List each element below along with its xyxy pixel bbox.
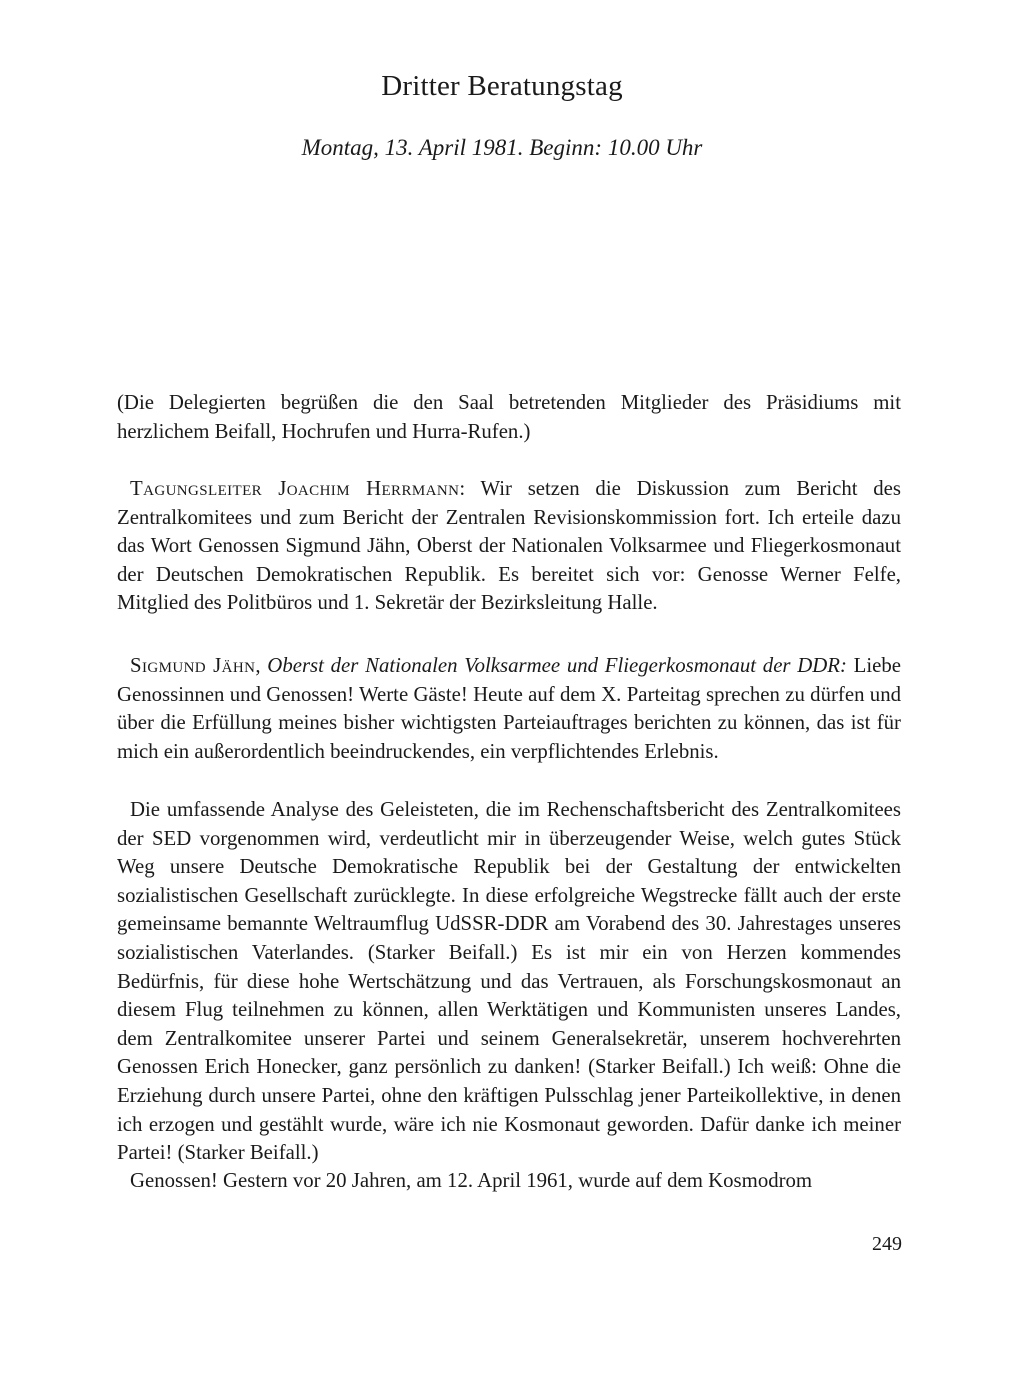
- speech-speaker-role: Oberst der Nationalen Volksarmee und Fliegerkosmonaut der DDR:: [267, 654, 847, 677]
- speech-opening-text: Liebe Genossinnen und Genossen! Werte Gäste! Heute auf dem X. Parteitag sprechen zu dürfen und über die Erfüllung meines bisher wichtigsten Parteiauftrages berichten zu können, das ist für mich ein außerordentlich beeindruckendes, ein verpflichtendes Erlebnis.: [117, 654, 901, 763]
- speech-speaker-name: Sigmund Jähn: [130, 654, 256, 677]
- chair-statement-text: Wir setzen die Diskussion zum Bericht des Zentralkomitees und zum Bericht der Zentralen Revisionskommission fort. Ich erteile dazu das Wort Genossen Sigmund Jähn, Oberst der Nationalen Volksarmee und Fliegerkosmonaut der Deutschen Demokratischen Republik. Es bereitet sich vor: Genosse Werner Felfe, Mitglied des Politbüros und 1. Sekretär der Bezirksleitung Halle.: [117, 477, 901, 615]
- chair-statement: [117, 475, 901, 618]
- chair-speaker-name: Tagungsleiter Joachim Herrmann: [130, 477, 460, 500]
- page-number: 249: [872, 1233, 902, 1255]
- section-title: Dritter Beratungstag: [381, 70, 623, 102]
- stage-direction: (Die Delegierten begrüßen die den Saal betretenden Mitglieder des Präsidiums mit herzlichem Beifall, Hochrufen und Hurra-Rufen.): [117, 391, 901, 443]
- session-date-line: Montag, 13. April 1981. Beginn: 10.00 Uhr: [301, 135, 703, 160]
- chair-speaker-separator: :: [459, 477, 466, 500]
- speech-speaker-separator: ,: [255, 654, 268, 677]
- speech-opening-paragraph: [117, 652, 901, 766]
- speech-paragraph-3: Genossen! Gestern vor 20 Jahren, am 12. April 1961, wurde auf dem Kosmodrom: [130, 1169, 813, 1192]
- speech-paragraph-2: Die umfassende Analyse des Geleisteten, die im Rechenschaftsbericht des Zentralkomitees der SED vorgenommen wird, verdeutlicht mir in überzeugender Weise, welch gutes Stück Weg unsere Deutsche Demokratische Republik bei der Gestaltung der entwickelten sozialistischen Gesellschaft zurücklegte. In diese erfolgreiche Wegstrecke fällt auch der erste gemeinsame bemannte Weltraumflug UdSSR-DDR am Vorabend des 30. Jahrestages unseres sozialistischen Vaterlandes. (Starker Beifall.) Es ist mir ein von Herzen kommendes Bedürfnis, für diese hohe Wertschätzung und das Vertrauen, als Forschungskosmonaut an diesem Flug teilnehmen zu können, allen Werktätigen und Kommunisten unseres Landes, dem Zentralkomitee unserer Partei und seinem Generalsekretär, unserem hochverehrten Genossen Erich Honecker, ganz persönlich zu danken! (Starker Beifall.) Ich weiß: Ohne die Erziehung durch unsere Partei, ohne den kräftigen Pulsschlag jener Parteikollektive, in denen ich erzogen und gestählt wurde, wäre ich nie Kosmonaut geworden. Dafür danke ich meiner Partei! (Starker Beifall.): [117, 798, 901, 1165]
